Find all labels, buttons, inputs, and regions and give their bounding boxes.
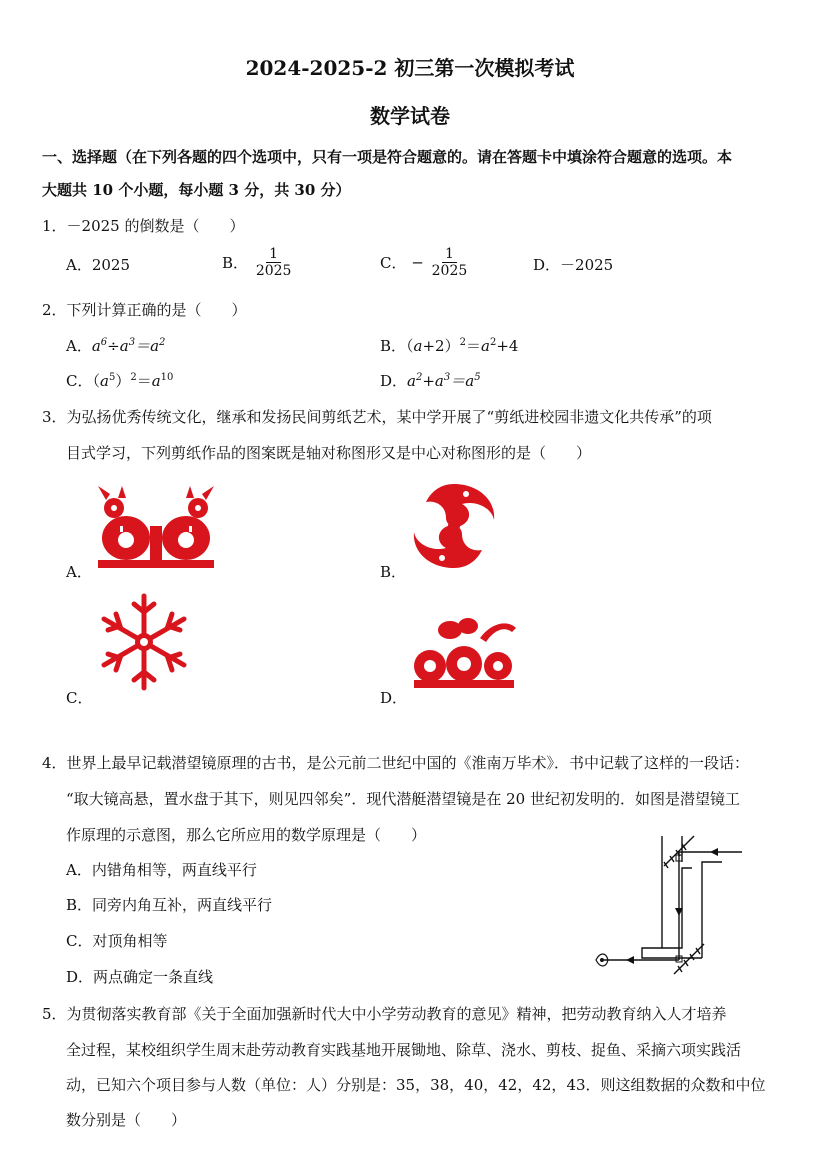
q2-stem: 2．下列计算正确的是（ ） [42,301,247,319]
q5-line1: 5．为贯彻落实教育部《关于全面加强新时代大中小学劳动教育的意见》精神，把劳动教育纳入人才培养 [42,1005,727,1023]
q2-option-d-label: D． [380,372,408,390]
q2-option-c [66,370,173,391]
q1-option-c-label: C． [380,254,407,272]
q4-option-c: C．对顶角相等 [66,932,168,950]
section-heading-line2: 大题共 10 个小题，每小题 3 分，共 30 分） [42,181,351,199]
q4-option-d: D．两点确定一条直线 [66,968,214,986]
q2-option-b-label: B．（ [380,337,414,355]
exam-title: 2024-2025-2 初三第一次模拟考试 [245,56,575,80]
q2-option-a-formula: $a^6\div a^3=a^2$ [91,337,166,355]
q3-line1: 3．为弘扬优秀传统文化，继承和发扬民间剪纸艺术，某中学开展了“剪纸进校园非遗文化共传承”的项 [42,408,712,426]
q1-c-numerator: 1 [442,246,457,263]
q3-option-c: C． [66,689,93,707]
q1-option-d: D．－2025 [533,256,614,274]
q1-option-c [380,246,470,279]
q2-option-b [380,335,518,356]
q4-line3: 作原理的示意图，那么它所应用的数学原理是（ ） [66,826,427,844]
paper-cut-rabbits-image [92,486,220,570]
q1-c-denominator: 2025 [431,263,468,279]
q2-option-a [66,335,165,356]
q3-option-d: D． [380,689,408,707]
q2-option-d [380,370,481,391]
paper-cut-snowflake-image [96,590,192,694]
section-heading-line1: 一、选择题（在下列各题的四个选项中，只有一项是符合题意的。请在答题卡中填涂符合题意的选项。本 [42,148,733,166]
q2-option-c-label: C．（ [66,372,100,390]
q1-option-c-sign: − [411,253,424,272]
q1-b-numerator: 1 [266,246,281,263]
q1-option-b [222,246,294,279]
q1-option-b-label: B． [222,254,249,272]
periscope-diagram [592,832,752,982]
q2-option-c-formula: $a^5)^2=a^{10}$ [99,372,174,390]
q5-line2: 全过程，某校组织学生周末赴劳动教育实践基地开展锄地、除草、浇水、剪枝、捉鱼、采摘六项实践活 [66,1041,742,1059]
q1-option-b-fraction [253,246,295,279]
q2-option-a-label: A． [66,337,92,355]
q4-option-b: B．同旁内角互补，两直线平行 [66,896,273,914]
exam-subtitle: 数学试卷 [370,104,450,128]
q3-line2: 目式学习，下列剪纸作品的图案既是轴对称图形又是中心对称图形的是（ ） [66,444,592,462]
q1-b-denominator: 2025 [255,263,292,279]
q1-stem: 1．－2025 的倒数是（ ） [42,217,245,235]
q2-option-d-formula: $a^2+a^3=a^5$ [407,372,481,390]
paper-cut-fish-image [406,478,502,574]
q4-option-a: A．内错角相等，两直线平行 [66,861,257,879]
q2-option-b-formula: $a+2)^2=a^2+4$ [413,337,519,355]
q1-option-a: A．2025 [66,256,131,274]
q5-line3: 动，已知六个项目参与人数（单位：人）分别是：35，38，40，42，42，43．则这组数据的众数和中位 [66,1076,766,1094]
q4-line1: 4．世界上最早记载潜望镜原理的古书，是公元前二世纪中国的《淮南万毕术》．书中记载了这样的一段话： [42,754,750,772]
paper-cut-flower-butterfly-image [408,614,520,694]
q1-option-c-fraction [429,246,471,279]
q3-option-a: A． [66,563,92,581]
q3-option-b: B． [380,563,407,581]
q5-line4: 数分别是（ ） [66,1111,187,1129]
q4-line2: “取大镜高悬，置水盘于其下，则见四邻矣”．现代潜艇潜望镜是在 20 世纪初发明的．如图是潜望镜工 [66,790,740,808]
